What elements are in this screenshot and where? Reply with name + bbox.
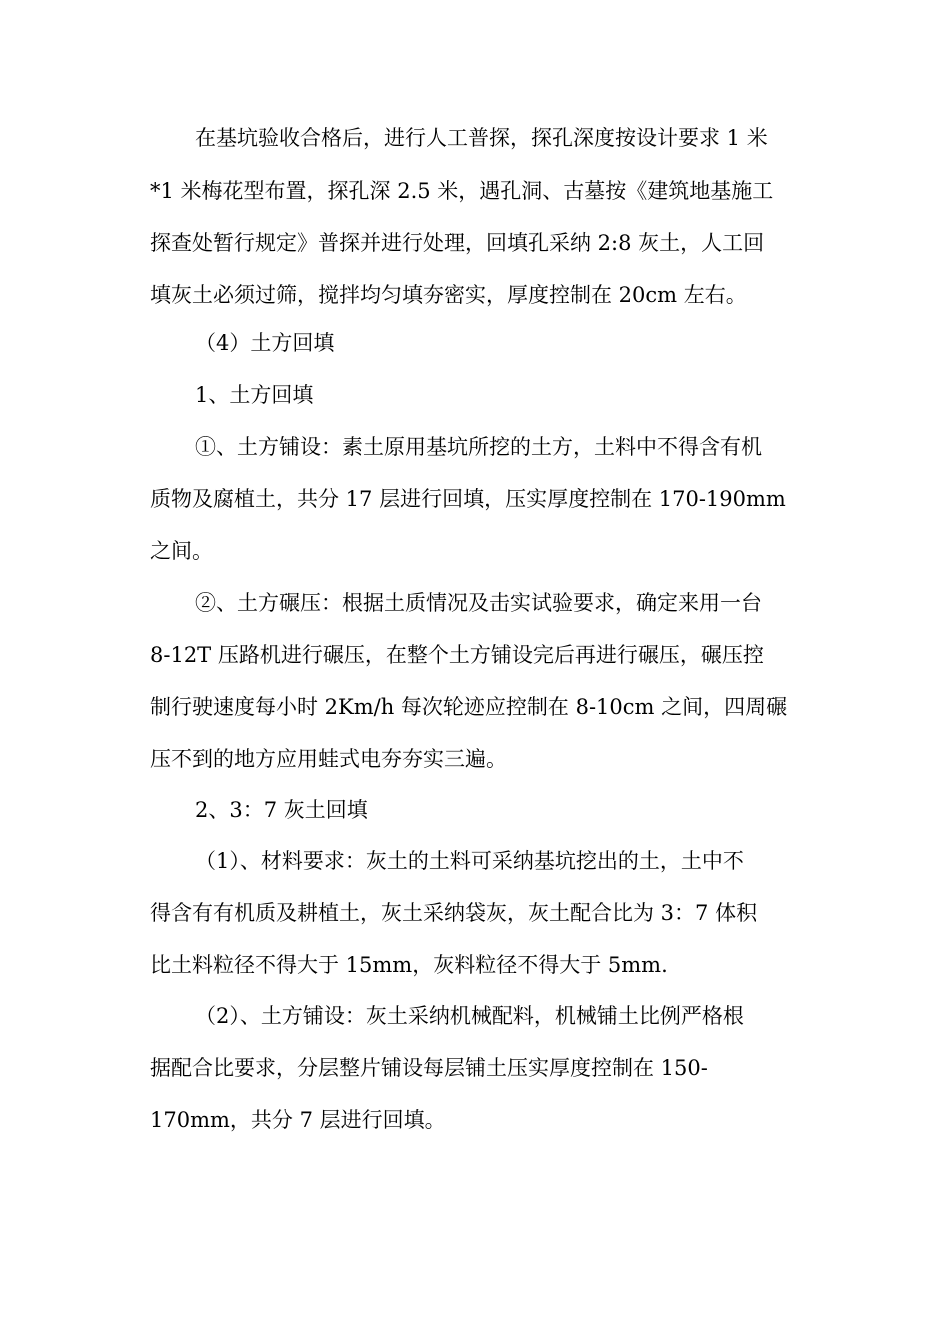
text-line: 170mm，共分 7 层进行回填。 [150, 1108, 446, 1132]
text-line: 据配合比要求，分层整片铺设每层铺土压实厚度控制在 150- [150, 1056, 708, 1080]
text-line: 探查处暂行规定》普探并进行处理，回填孔采纳 2:8 灰土，人工回 [150, 231, 765, 255]
text-line: 制行驶速度每小时 2Km/h 每次轮迹应控制在 8-10cm 之间，四周碾 [150, 695, 788, 719]
text-line: 质物及腐植土，共分 17 层进行回填，压实厚度控制在 170-190mm [150, 487, 786, 511]
text-line: （2）、土方铺设：灰土采纳机械配料，机械铺土比例严格根 [195, 1004, 744, 1028]
text-line: 得含有有机质及耕植土，灰土采纳袋灰，灰土配合比为 3：7 体积 [150, 901, 758, 925]
text-line: 压不到的地方应用蛙式电夯夯实三遍。 [150, 747, 507, 771]
text-line: ②、土方碾压：根据土质情况及击实试验要求，确定来用一台 [195, 591, 762, 615]
text-line: 填灰土必须过筛，搅拌均匀填夯密实，厚度控制在 20cm 左右。 [150, 283, 747, 307]
section-heading: （4）土方回填 [195, 331, 335, 355]
text-line: 比土料粒径不得大于 15mm，灰料粒径不得大于 5mm. [150, 953, 668, 977]
text-line: 在基坑验收合格后，进行人工普探，探孔深度按设计要求 1 米 [195, 126, 768, 150]
subsection-heading: 1、土方回填 [195, 383, 314, 407]
text-line: *1 米梅花型布置，探孔深 2.5 米，遇孔洞、古墓按《建筑地基施工 [150, 179, 774, 203]
subsection-heading: 2、3：7 灰土回填 [195, 798, 368, 822]
text-line: 8-12T 压路机进行碾压，在整个土方铺设完后再进行碾压，碾压控 [150, 643, 764, 667]
text-line: ①、土方铺设：素土原用基坑所挖的土方，土料中不得含有机 [195, 435, 762, 459]
text-line: （1）、材料要求：灰土的土料可采纳基坑挖出的土，土中不 [195, 849, 744, 873]
text-line: 之间。 [150, 539, 213, 563]
